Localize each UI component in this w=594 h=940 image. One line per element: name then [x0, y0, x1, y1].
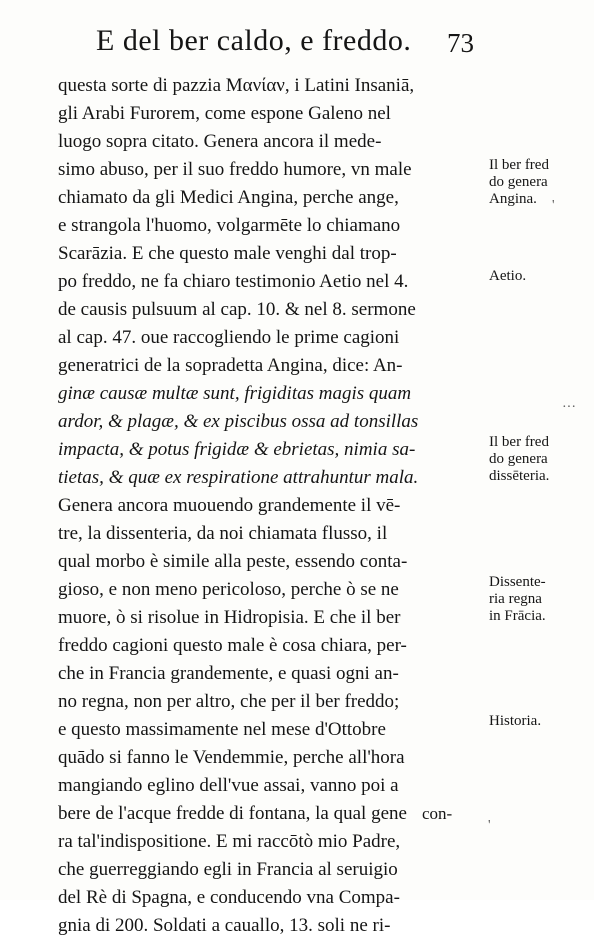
margin-note-dissenteria — [489, 434, 549, 485]
text-line: ra tal'indispositione. E mi raccōtò mio Padre, — [58, 831, 401, 852]
text-line: gioso, e non meno pericoloso, perche ò se ne — [58, 579, 399, 600]
margin-note-historia — [489, 713, 541, 730]
text-line: che in Francia grandemente, e quasi ogni an- — [58, 663, 399, 684]
text-line: mangiando eglino dell'vue assai, vanno poi a — [58, 775, 399, 796]
text-line: al cap. 47. oue raccogliendo le prime cagioni — [58, 327, 400, 348]
margin-tick-mark: ' — [488, 818, 491, 833]
page-number: 73 — [447, 28, 474, 58]
latin-quote-line: ardor, & plagæ, & ex piscibus ossa ad tonsillas — [58, 411, 419, 432]
margin-dots-mark: ··· — [562, 400, 576, 415]
latin-quote-line: impacta, & potus frigidæ & ebrietas, nimia sa- — [58, 439, 416, 460]
margin-note-line: do genera — [489, 174, 548, 190]
text-line: che guerreggiando egli in Francia al seruigio — [58, 859, 398, 880]
text-line: questa sorte di pazzia Μανίαν, i Latini Insaniā, — [58, 75, 415, 96]
latin-quote-line: ginæ causæ multæ sunt, frigiditas magis quam — [58, 383, 412, 404]
margin-note-line: dissēteria. — [489, 468, 550, 484]
margin-note-line: Il ber fred — [489, 434, 549, 450]
margin-note-line: Il ber fred — [489, 157, 549, 173]
text-line: generatrici de la sopradetta Angina, dice: An- — [58, 355, 403, 376]
text-line: luogo sopra citato. Genera ancora il mede- — [58, 131, 382, 152]
text-line: freddo cagioni questo male è cosa chiara, per- — [58, 635, 407, 656]
text-line: bere de l'acque fredde di fontana, la qual gene — [58, 803, 407, 824]
text-line: Scarāzia. E che questo male venghi dal trop- — [58, 243, 397, 264]
margin-tick-mark: ' — [552, 198, 555, 213]
text-line: po freddo, ne fa chiaro testimonio Aetio nel 4. — [58, 271, 409, 292]
margin-note-line: in Frācia. — [489, 608, 546, 624]
text-line: no regna, non per altro, che per il ber freddo; — [58, 691, 400, 712]
text-line: e strangola l'huomo, volgarmēte lo chiamano — [58, 215, 401, 236]
text-line: e questo massimamente nel mese d'Ottobre — [58, 719, 386, 740]
margin-note-dissenteria-regna — [489, 574, 546, 625]
margin-note-angina — [489, 157, 549, 208]
text-line: quādo si fanno le Vendemmie, perche all'hora — [58, 747, 405, 768]
text-line: qual morbo è simile alla peste, essendo conta- — [58, 551, 408, 572]
catchword: con- — [422, 804, 453, 823]
margin-note-line: Dissente- — [489, 574, 546, 590]
text-line: tre, la dissenteria, da noi chiamata flusso, il — [58, 523, 388, 544]
text-line: muore, ò si risolue in Hidropisia. E che il ber — [58, 607, 401, 628]
margin-note-line: Historia. — [489, 713, 542, 729]
text-line: simo abuso, per il suo freddo humore, vn male — [58, 159, 412, 180]
text-line: Genera ancora muouendo grandemente il vē- — [58, 495, 401, 516]
margin-note-line: do genera — [489, 451, 548, 467]
text-line: gnia di 200. Soldati a cauallo, 13. soli ne ri- — [58, 915, 391, 936]
text-line: chiamato da gli Medici Angina, perche ange, — [58, 187, 399, 208]
latin-quote-line: tietas, & quæ ex respiratione attrahuntur mala. — [58, 467, 419, 488]
running-title: E del ber caldo, e freddo. — [96, 24, 412, 57]
margin-note-line: ria regna — [489, 591, 542, 607]
text-line: de causis pulsuum al cap. 10. & nel 8. sermone — [58, 299, 416, 320]
margin-note-line: Aetio. — [489, 268, 527, 284]
text-line: del Rè di Spagna, e conducendo vna Compa- — [58, 887, 400, 908]
margin-note-aetio — [489, 268, 526, 285]
margin-note-line: Angina. — [489, 191, 537, 207]
text-line: gli Arabi Furorem, come espone Galeno nel — [58, 103, 391, 124]
